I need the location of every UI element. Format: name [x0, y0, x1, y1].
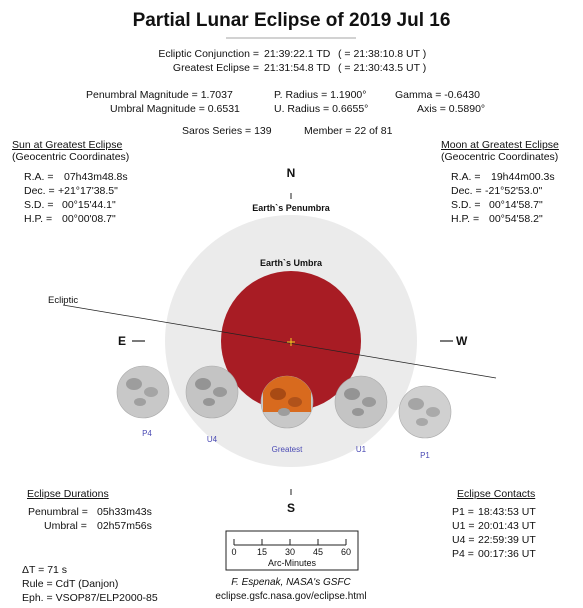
- greatest-ut: ( = 21:30:43.5 UT ): [338, 62, 427, 74]
- saros-member: Member = 22 of 81: [304, 125, 393, 137]
- umbra-label: Earth`s Umbra: [259, 258, 322, 268]
- scale-tick-15: 15: [256, 547, 267, 557]
- durations-heading: Eclipse Durations: [27, 488, 109, 500]
- contact-u1-value: 20:01:43 UT: [478, 520, 536, 532]
- scale-label: Arc-Minutes: [267, 558, 316, 568]
- scale-tick-0: 0: [231, 547, 237, 557]
- source-url: eclipse.gsfc.nasa.gov/eclipse.html: [215, 591, 367, 602]
- moon-hp-label: H.P. =: [451, 213, 480, 225]
- moon-label-u1: U1: [355, 445, 367, 454]
- axis: Axis = 0.5890°: [417, 103, 486, 115]
- contact-p4-label: P4 =: [452, 548, 474, 560]
- sun-hp-label: H.P. =: [24, 213, 53, 225]
- moon-subheading: (Geocentric Coordinates): [441, 151, 559, 163]
- moon-label-p1: P1: [420, 451, 430, 460]
- moon-p4: [117, 366, 169, 418]
- sun-sd-label: S.D. =: [24, 199, 54, 211]
- penumbral-duration-value: 05h33m43s: [97, 506, 152, 518]
- danjon-rule: Rule = CdT (Danjon): [22, 578, 119, 590]
- moon-sd-value: 00°14'58.7": [489, 199, 543, 211]
- sun-subheading: (Geocentric Coordinates): [12, 151, 130, 163]
- sun-dec-value: +21°17'38.5": [58, 185, 118, 197]
- contact-u4-label: U4 =: [452, 534, 475, 546]
- scale-tick-60: 60: [340, 547, 351, 557]
- sun-dec-label: Dec. =: [24, 185, 55, 197]
- moon-p1: [399, 386, 451, 438]
- umbral-duration-label: Umbral =: [44, 520, 87, 532]
- ephemeris: Eph. = VSOP87/ELP2000-85: [22, 592, 158, 604]
- contact-p4-value: 00:17:36 UT: [478, 548, 536, 560]
- north-label: N: [286, 166, 296, 180]
- south-label: S: [286, 501, 295, 515]
- sun-heading: Sun at Greatest Eclipse: [12, 139, 123, 151]
- scale-tick-45: 45: [312, 547, 323, 557]
- penumbral-duration-label: Penumbral =: [28, 506, 88, 518]
- penumbral-magnitude: Penumbral Magnitude = 1.7037: [86, 89, 233, 101]
- moon-dec-label: Dec. =: [451, 185, 482, 197]
- moon-label-u4: U4: [206, 435, 218, 444]
- moon-heading: Moon at Greatest Eclipse: [441, 139, 559, 151]
- sun-hp-value: 00°00'08.7": [62, 213, 116, 225]
- contact-u4-value: 22:59:39 UT: [478, 534, 536, 546]
- page-title: Partial Lunar Eclipse of 2019 Jul 16: [132, 10, 451, 31]
- conjunction-ut: ( = 21:38:10.8 UT ): [338, 48, 427, 60]
- contact-p1-label: P1 =: [452, 506, 474, 518]
- ecliptic-label: Ecliptic: [48, 295, 79, 306]
- gamma: Gamma = -0.6430: [395, 89, 480, 101]
- moon-dec-value: -21°52'53.0": [485, 185, 543, 197]
- contact-u1-label: U1 =: [452, 520, 475, 532]
- contact-p1-value: 18:43:53 UT: [478, 506, 536, 518]
- umbral-duration-value: 02h57m56s: [97, 520, 152, 532]
- moon-label-p4: P4: [142, 429, 152, 438]
- moon-ra-label: R.A. =: [451, 171, 481, 183]
- umbral-magnitude: Umbral Magnitude = 0.6531: [110, 103, 240, 115]
- sun-ra-value: 07h43m48.8s: [64, 171, 128, 183]
- moon-label-greatest: Greatest: [271, 445, 303, 454]
- delta-t: ΔT = 71 s: [22, 564, 68, 576]
- sun-ra-label: R.A. =: [24, 171, 54, 183]
- contacts-heading: Eclipse Contacts: [457, 488, 536, 500]
- moon-hp-value: 00°54'58.2": [489, 213, 543, 225]
- scale-tick-30: 30: [284, 547, 295, 557]
- moon-greatest: [261, 376, 313, 428]
- greatest-label: Greatest Eclipse =: [172, 62, 259, 74]
- u-radius: U. Radius = 0.6655°: [274, 103, 369, 115]
- west-label: W: [456, 334, 468, 348]
- moon-sd-label: S.D. =: [451, 199, 481, 211]
- moon-u1: [335, 376, 387, 428]
- sun-sd-value: 00°15'44.1": [62, 199, 116, 211]
- credit: F. Espenak, NASA's GSFC: [231, 577, 351, 588]
- moon-u4: [186, 366, 238, 418]
- conjunction-td: 21:39:22.1 TD: [264, 48, 331, 60]
- conjunction-label: Ecliptic Conjunction =: [158, 48, 259, 60]
- saros-series: Saros Series = 139: [182, 125, 272, 137]
- greatest-td: 21:31:54.8 TD: [264, 62, 331, 74]
- p-radius: P. Radius = 1.1900°: [274, 89, 367, 101]
- penumbra-label: Earth`s Penumbra: [252, 203, 330, 213]
- east-label: E: [118, 334, 127, 348]
- moon-ra-value: 19h44m00.3s: [491, 171, 555, 183]
